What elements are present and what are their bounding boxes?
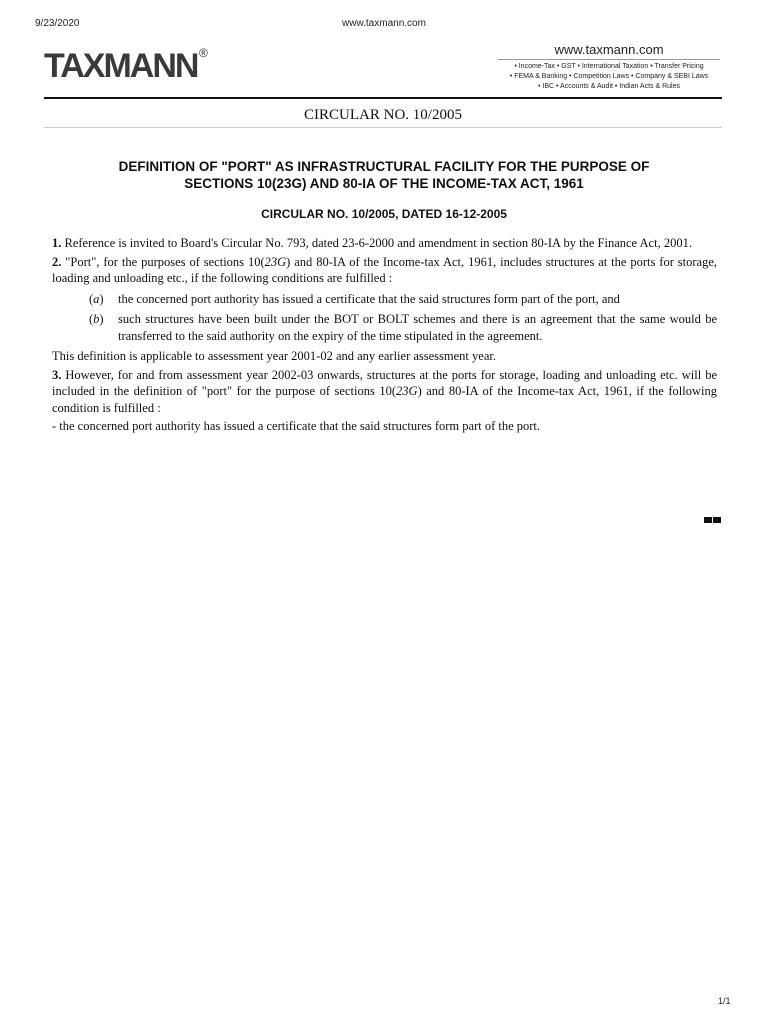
list-item-label: (b) [89,312,104,326]
paragraph-number: 1. [52,236,62,250]
heading-line: SECTIONS 10(23G) AND 80-IA OF THE INCOME-TAX ACT, 1961 [184,176,584,191]
paragraph-text: "Port", for the purposes of sections 10( [65,254,265,269]
paragraph-3 [52,367,717,417]
list-item [52,291,717,308]
brand-site-url: www.taxmann.com [554,42,664,57]
header-rule [44,97,722,99]
paragraph-text: Reference is invited to Board's Circular No. 793, dated 23-6-2000 and amendment in section 80-IA by the Finance Act, 2001. [64,236,692,250]
paragraph-2 [52,254,717,287]
document-heading [52,158,716,192]
brand-topics-line: • FEMA & Banking • Competition Laws • Company & SEBI Laws [509,73,709,80]
list-item [52,311,717,344]
definition-note: This definition is applicable to assessment year 2001-02 and any earlier assessment year. [52,349,496,363]
paragraph-number: 3. [52,367,62,382]
circular-body [52,235,717,435]
title-rule [44,127,722,128]
end-of-document-mark [704,510,722,516]
brand-divider [498,59,720,60]
brand-topics-line: • Income-Tax • GST • International Taxation • Transfer Pricing [514,63,704,70]
list-item-text: such structures have been built under the BOT or BOLT schemes and there is an agreement that the same would be transferred to the said authority on the expiry of the time stipulated in the agreement. [118,312,717,343]
paragraph-1 [52,235,717,252]
section-ref: 23G [264,254,287,269]
paragraph-text: However, for and from assessment year 2002-03 onwards, structures at the ports for storage, loading and unloading etc. will be included in the definition of "port" for the purpose of sections 10( [52,367,718,398]
paragraph-text: ) and 80-IA of the Income-tax Act, 1961, includes structures at the ports for storage, loading and unloading etc., if the following conditions are fulfilled : [52,254,717,285]
brand-topics-line: • IBC • Accounts & Audit • Indian Acts & Rules [538,83,680,90]
paragraph-text: ) and 80-IA of the Income-tax Act, 1961, if the following condition is fulfilled : [52,384,717,415]
page-number: 1/1 [718,996,731,1006]
list-item-label: (a) [89,291,104,306]
registered-mark: ® [199,46,208,60]
list-item-text: the concerned port authority has issued a certificate that the said structures form part of the port, and [118,291,620,306]
condition-line: - the concerned port authority has issued a certificate that the said structures form part of the port. [52,419,541,433]
circular-subheading: CIRCULAR NO. 10/2005, DATED 16-12-2005 [261,207,507,221]
print-url: www.taxmann.com [342,18,426,29]
taxmann-logo: TAXMANN [44,47,198,85]
circular-title: CIRCULAR NO. 10/2005 [304,107,462,123]
paragraph-number: 2. [52,254,62,269]
print-header [0,18,768,32]
print-date: 9/23/2020 [35,18,80,29]
heading-line: DEFINITION OF "PORT" AS INFRASTRUCTURAL FACILITY FOR THE PURPOSE OF [118,159,650,174]
section-ref: 23G [396,384,418,398]
brand-site-block [498,42,720,92]
